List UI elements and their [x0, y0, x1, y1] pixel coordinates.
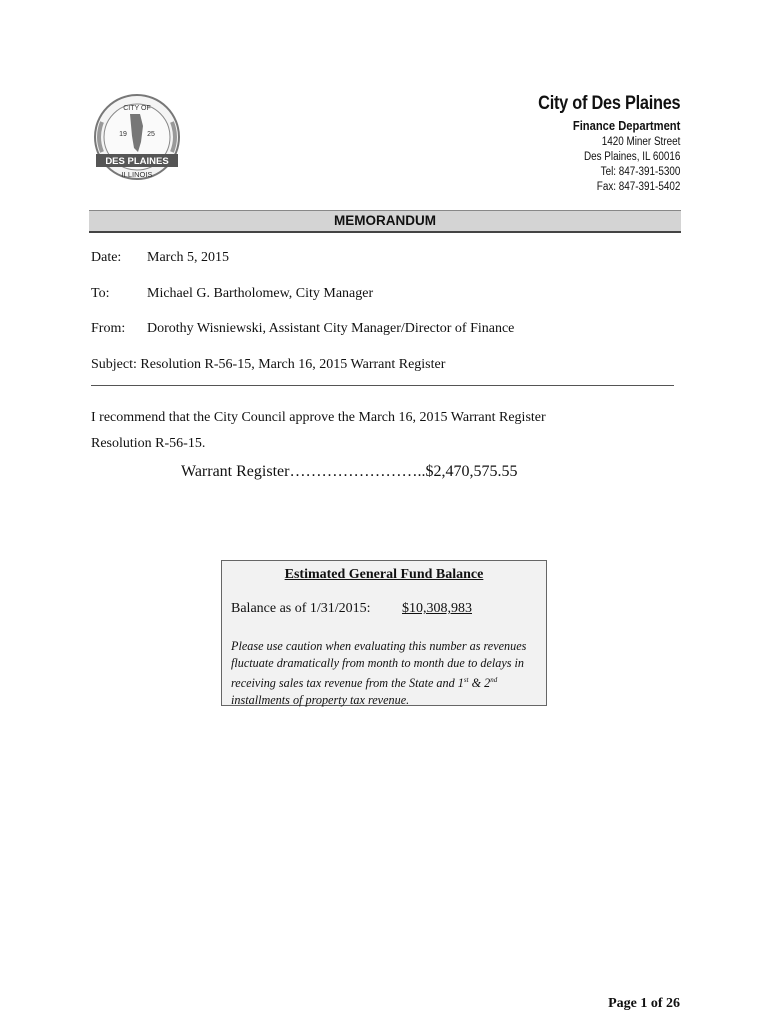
city-seal-logo	[88, 92, 186, 186]
page-number: Page 1 of 26	[608, 996, 680, 1011]
seal-banner: DES PLAINES	[105, 156, 169, 167]
to-value: Michael G. Bartholomew, City Manager	[147, 286, 374, 301]
warrant-register-label: Warrant Register……………………..	[181, 463, 426, 480]
date-label: Date:	[91, 250, 122, 265]
subject-divider	[91, 385, 674, 386]
note-text-3: installments of property tax revenue.	[231, 693, 410, 708]
seal-year-right: 25	[147, 131, 155, 138]
date-value: March 5, 2015	[147, 250, 230, 265]
from-value: Dorothy Wisniewski, Assistant City Manager/Director of Finance	[147, 321, 515, 336]
note-sup-1: st	[463, 676, 469, 684]
seal-top-text: CITY OF	[123, 105, 151, 112]
warrant-register-amount: $2,470,575.55	[425, 463, 518, 480]
letterhead-tel: Tel: 847-391-5300	[600, 165, 680, 178]
letterhead-fax: Fax: 847-391-5402	[596, 180, 680, 193]
fund-box-title: Estimated General Fund Balance	[284, 567, 484, 582]
letterhead-title: City of Des Plaines	[537, 93, 680, 114]
note-sup-2: nd	[490, 676, 498, 684]
seal-year-left: 19	[119, 131, 127, 138]
fund-balance-label: Balance as of 1/31/2015:	[231, 601, 371, 616]
letterhead-city: Des Plaines, IL 60016	[583, 150, 680, 163]
note-text-1: Please use caution when evaluating this number as revenues fluctuate dramatically from month to month due to delays in receiving sales tax revenue from the State and 1	[231, 639, 527, 691]
recommendation-line-2: Resolution R-56-15.	[91, 436, 206, 451]
letterhead-department: Finance Department	[572, 117, 680, 133]
memo-subject-row	[91, 357, 445, 373]
memo-date-row	[91, 250, 229, 266]
fund-box-caution-note	[231, 638, 543, 709]
from-label: From:	[91, 321, 126, 336]
general-fund-box	[221, 560, 547, 706]
memo-to-row	[91, 286, 373, 302]
subject-label: Subject:	[91, 357, 137, 372]
letterhead-street: 1420 Miner Street	[601, 135, 680, 148]
memorandum-heading: MEMORANDUM	[89, 210, 681, 233]
recommendation-line-1: I recommend that the City Council approve the March 16, 2015 Warrant Register	[91, 410, 546, 425]
fund-balance-value: $10,308,983	[402, 601, 472, 616]
note-text-2: & 2	[468, 676, 491, 691]
seal-state: ILLINOIS	[121, 170, 153, 179]
to-label: To:	[91, 286, 110, 301]
memo-from-row	[91, 321, 514, 337]
letterhead	[515, 94, 680, 193]
warrant-register-line	[181, 463, 517, 481]
subject-value: Resolution R-56-15, March 16, 2015 Warrant Register	[140, 357, 446, 372]
